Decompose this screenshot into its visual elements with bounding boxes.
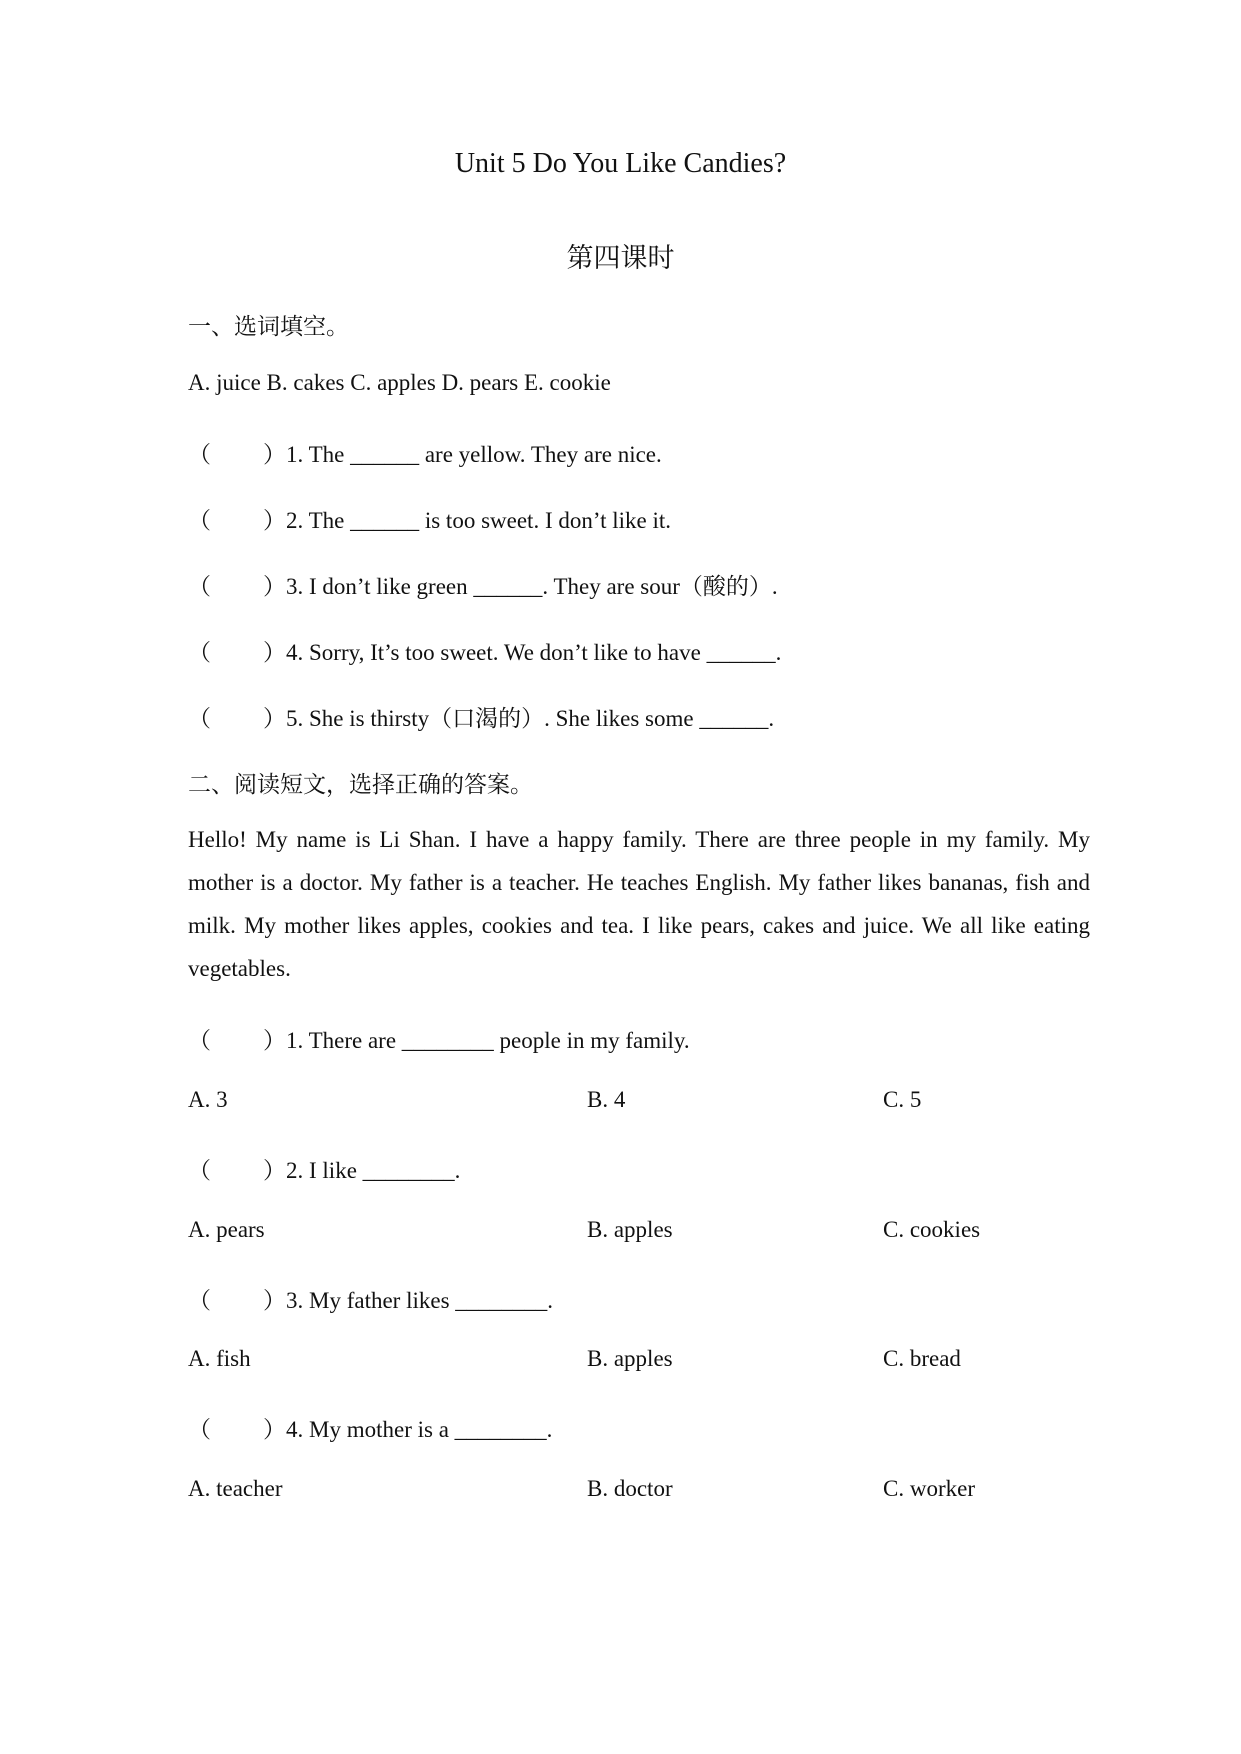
answer-paren[interactable]: （	[188, 1028, 211, 1053]
answer-paren[interactable]: （	[188, 442, 211, 467]
question-2-options	[0, 1217, 1241, 1247]
option-a[interactable]: A. teacher	[188, 1476, 283, 1501]
option-c[interactable]: C. 5	[883, 1087, 922, 1112]
question-3-options	[0, 1346, 1241, 1376]
option-c[interactable]: C. bread	[883, 1346, 961, 1371]
fill-item-text: ）4. Sorry, It’s too sweet. We don’t like to have ______.	[263, 640, 782, 665]
option-c[interactable]: C. worker	[883, 1476, 975, 1501]
answer-paren[interactable]: （	[188, 1158, 211, 1183]
question-stem: ）4. My mother is a ________.	[263, 1417, 553, 1442]
question-stem: ）3. My father likes ________.	[263, 1288, 554, 1313]
option-b[interactable]: B. apples	[587, 1217, 673, 1242]
answer-paren[interactable]: （	[188, 508, 211, 533]
option-a[interactable]: A. pears	[188, 1217, 265, 1242]
question-1-options	[0, 1087, 1241, 1117]
question-4	[0, 1411, 1241, 1441]
section2-heading: 二、阅读短文，选择正确的答案。	[188, 772, 533, 797]
fill-item-text: ）5. She is thirsty（口渴的）. She likes some ______.	[263, 706, 775, 731]
section1-heading: 一、选词填空。	[188, 314, 349, 339]
fill-item-text: ）3. I don’t like green ______. They are sour（酸的）.	[263, 574, 778, 599]
option-b[interactable]: B. 4	[587, 1087, 626, 1112]
word-bank: A. juice B. cakes C. apples D. pears E. cookie	[188, 370, 611, 395]
answer-paren[interactable]: （	[188, 1417, 211, 1442]
option-c[interactable]: C. cookies	[883, 1217, 981, 1242]
fill-item-text: ）1. The ______ are yellow. They are nice.	[263, 442, 662, 467]
option-a[interactable]: A. fish	[188, 1346, 251, 1371]
answer-paren[interactable]: （	[188, 574, 211, 599]
fill-item-4	[0, 634, 1241, 664]
lesson-subtitle: 第四课时	[566, 243, 675, 273]
option-b[interactable]: B. apples	[587, 1346, 673, 1371]
answer-paren[interactable]: （	[188, 640, 211, 665]
option-b[interactable]: B. doctor	[587, 1476, 673, 1501]
reading-passage: Hello! My name is Li Shan. I have a happy family. There are three people in my family. My mother is a doctor. My father is a teacher. He teaches English. My father likes bananas, fish and milk. My mother likes apples, cookies and tea. I like pears, cakes and juice. We all like eating vegetables.	[188, 827, 1090, 981]
fill-item-3	[0, 568, 1241, 598]
fill-item-5	[0, 700, 1241, 730]
fill-item-1	[0, 436, 1241, 466]
fill-item-2	[0, 502, 1241, 532]
question-stem: ）1. There are ________ people in my family.	[263, 1028, 690, 1053]
answer-paren[interactable]: （	[188, 706, 211, 731]
question-4-options	[0, 1476, 1241, 1506]
option-a[interactable]: A. 3	[188, 1087, 228, 1112]
answer-paren[interactable]: （	[188, 1288, 211, 1313]
page-title: Unit 5 Do You Like Candies?	[454, 148, 787, 179]
fill-item-text: ）2. The ______ is too sweet. I don’t like it.	[263, 508, 672, 533]
question-stem: ）2. I like ________.	[263, 1158, 461, 1183]
question-2	[0, 1152, 1241, 1182]
question-3	[0, 1282, 1241, 1312]
question-1	[0, 1022, 1241, 1052]
